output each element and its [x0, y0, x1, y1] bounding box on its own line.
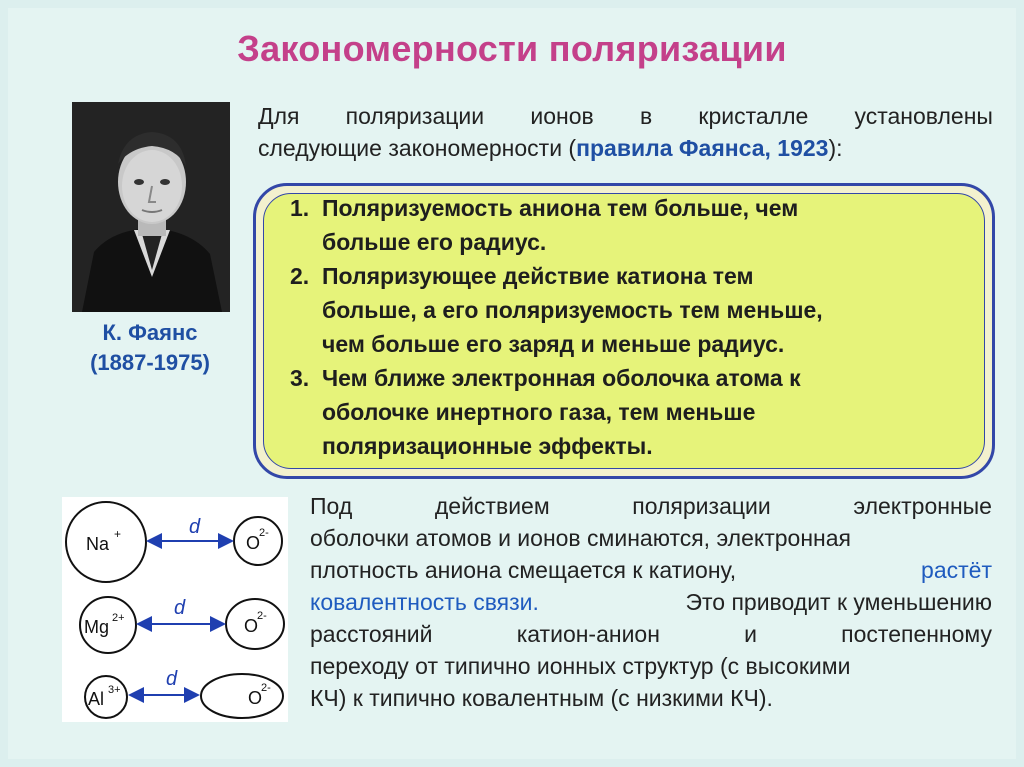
body-text-segment: действием	[434, 493, 550, 519]
anion-symbol: O	[246, 533, 261, 553]
body-line	[310, 650, 992, 682]
rule-number: 2.	[290, 263, 310, 289]
rule-line: оболочке инертного газа, тем меньше	[322, 399, 756, 425]
anion-charge: 2-	[261, 682, 271, 694]
intro-word: установлены	[854, 103, 993, 129]
intro-text-end: ):	[828, 135, 843, 161]
intro-word: кристалле	[698, 103, 809, 129]
anion-symbol: O	[248, 688, 263, 708]
distance-label: d	[174, 597, 186, 619]
cation-charge: 3+	[108, 684, 121, 696]
portrait-photo	[72, 102, 230, 312]
body-text-segment: переходу от типично ионных структур (с высокими	[310, 653, 851, 679]
intro-word: поляризации	[345, 103, 485, 129]
intro-line-1	[258, 100, 993, 132]
body-text-segment: Под	[310, 493, 353, 519]
body-text-segment: КЧ) к типично ковалентным (с низкими КЧ).	[310, 685, 773, 711]
rules-list	[290, 191, 980, 463]
body-text-segment: расстояний	[310, 621, 433, 647]
intro-word: в	[639, 103, 653, 129]
body-line	[310, 682, 992, 714]
cation-symbol: Mg	[84, 617, 110, 637]
diagram-row-na	[66, 502, 282, 582]
body-line	[310, 490, 992, 522]
cation-charge: +	[114, 527, 122, 541]
body-line	[310, 522, 992, 554]
body-text-segment: плотность аниона смещается к катиону,	[310, 557, 743, 583]
intro-line-2	[258, 132, 993, 164]
rule-number: 1.	[290, 195, 310, 221]
rule-line: больше его радиус.	[322, 229, 547, 255]
diagram-row-al	[85, 668, 283, 718]
portrait-caption	[55, 318, 245, 378]
rule-line: чем больше его заряд и меньше радиус.	[322, 331, 785, 357]
body-line	[310, 554, 992, 586]
rule-item-1	[290, 191, 980, 259]
intro-text: следующие закономерности (	[258, 135, 577, 161]
body-highlight: растёт	[921, 557, 992, 583]
portrait-name: К. Фаянс	[102, 320, 198, 345]
anion-circle	[201, 674, 283, 718]
distance-label: d	[166, 668, 178, 690]
anion-symbol: O	[244, 616, 259, 636]
slide-title: Закономерности поляризации	[237, 28, 787, 69]
cation-symbol: Al	[88, 689, 105, 709]
portrait-image	[72, 102, 230, 312]
rule-line: Поляризуемость аниона тем больше, чем	[322, 195, 799, 221]
intro-word: Для	[258, 103, 300, 129]
anion-charge: 2-	[257, 610, 267, 622]
diagram-row-mg	[80, 597, 284, 653]
intro-paragraph	[258, 100, 993, 164]
rule-line: Поляризующее действие катиона тем	[322, 263, 754, 289]
body-text-segment: и	[744, 621, 757, 647]
fajans-rules-highlight: правила Фаянса, 1923	[576, 135, 829, 161]
body-text-segment: Это приводит к уменьшению	[679, 589, 992, 615]
rule-item-3	[290, 361, 980, 463]
rule-line: больше, а его поляризуемость тем меньше,	[322, 297, 823, 323]
rule-line: Чем ближе электронная оболочка атома к	[322, 365, 801, 391]
body-line	[310, 586, 992, 618]
body-text-segment: оболочки атомов и ионов сминаются, электронная	[310, 525, 851, 551]
body-paragraph	[310, 490, 992, 714]
rule-line: поляризационные эффекты.	[322, 433, 653, 459]
body-highlight: ковалентность связи.	[310, 589, 539, 615]
body-text-segment: поляризации	[632, 493, 771, 519]
cation-symbol: Na	[86, 534, 110, 554]
cation-charge: 2+	[112, 612, 125, 624]
distance-label: d	[189, 516, 201, 538]
body-text-segment: электронные	[853, 493, 992, 519]
anion-charge: 2-	[259, 527, 269, 539]
rule-item-2	[290, 259, 980, 361]
intro-word: ионов	[530, 103, 594, 129]
ion-distance-diagram	[62, 497, 288, 722]
portrait-years: (1887-1975)	[90, 350, 210, 375]
body-text-segment: катион-анион	[516, 621, 660, 647]
body-text-segment: постепенному	[841, 621, 992, 647]
body-line	[310, 618, 992, 650]
rule-number: 3.	[290, 365, 310, 391]
